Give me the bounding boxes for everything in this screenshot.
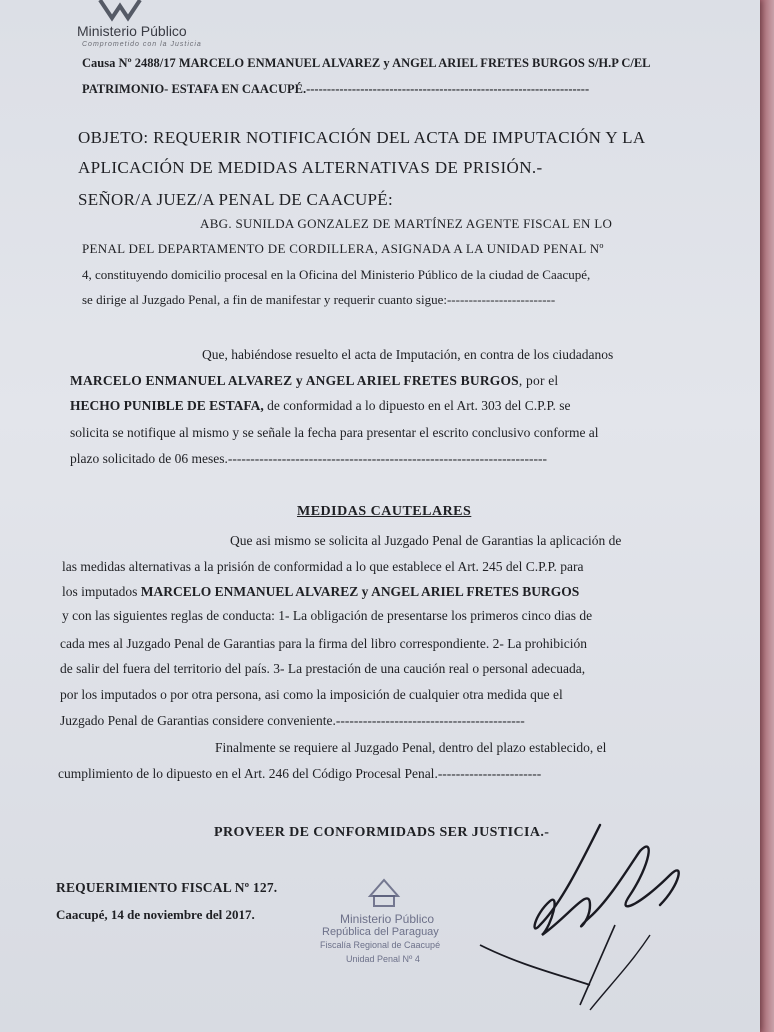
medidas-line-8: Juzgado Penal de Garantias considere conveniente.------------------------------------------ (60, 713, 525, 728)
ministerio-logo-icon (96, 0, 144, 22)
para2-line-4: solicita se notifique al mismo y se señale la fecha para presentar el escrito conclusivo conforme al (70, 425, 599, 440)
medidas-line-3 (62, 584, 579, 600)
stamp-line-4: Unidad Penal Nº 4 (346, 954, 420, 964)
medidas-names-bold: MARCELO ENMANUEL ALVAREZ y ANGEL ARIEL FRETES BURGOS (140, 584, 580, 599)
handwritten-signature (440, 805, 700, 1015)
requerimiento-number: REQUERIMIENTO FISCAL Nº 127. (56, 880, 278, 895)
medidas-line-3-pre: los imputados (62, 584, 141, 599)
medidas-line-6: de salir del fuera del territorio del país. 3- La prestación de una caución real o personal adecuada, (60, 661, 586, 676)
document-date: Caacupé, 14 de noviembre del 2017. (56, 907, 255, 922)
medidas-heading: MEDIDAS CAUTELARES (297, 504, 472, 519)
final-line-1: Finalmente se requiere al Juzgado Penal, dentro del plazo establecido, el (215, 740, 607, 755)
medidas-line-1: Que asi mismo se solicita al Juzgado Penal de Garantias la aplicación de (230, 533, 622, 548)
causa-line-1: Causa Nº 2488/17 MARCELO ENMANUEL ALVAREZ y ANGEL ARIEL FRETES BURGOS S/H.P C/EL (82, 56, 651, 70)
org-tagline: Comprometido con la Justicia (82, 41, 202, 48)
intro-line-4: se dirige al Juzgado Penal, a fin de manifestar y requerir cuanto sigue:------------------------- (82, 292, 556, 307)
para2-line-1: Que, habiéndose resuelto el acta de Imputación, en contra de los ciudadanos (202, 347, 614, 362)
para2-names-bold: MARCELO ENMANUEL ALVAREZ y ANGEL ARIEL FRETES BURGOS (70, 373, 519, 388)
final-line-2: cumplimiento de lo dipuesto en el Art. 246 del Código Procesal Penal.----------------------- (58, 766, 542, 781)
para2-line-5: plazo solicitado de 06 meses.----------------------------------------------------------------------- (70, 451, 548, 466)
para2-line-2-names (70, 373, 558, 389)
medidas-line-4: y con las siguientes reglas de conducta: 1- La obligación de presentarse los primeros cinco dias de (62, 608, 593, 623)
org-name: Ministerio Público (77, 23, 187, 39)
proveer-closing: PROVEER DE CONFORMIDADS SER JUSTICIA.- (214, 825, 550, 840)
stamp-seal-icon (366, 876, 402, 910)
para2-line-2-rest: , por el (518, 373, 559, 388)
objeto-line-1: OBJETO: REQUERIR NOTIFICACIÓN DEL ACTA DE IMPUTACIÓN Y LA (78, 128, 646, 147)
medidas-line-2: las medidas alternativas a la prisión de conformidad a lo que establece el Art. 245 del C.P.P. para (62, 559, 584, 574)
medidas-line-7: por los imputados o por otra persona, asi como la imposición de cualquier otra medida que el (60, 687, 563, 702)
para2-line-3-rest: de conformidad a lo dipuesto en el Art. 303 del C.P.P. se (263, 398, 571, 413)
intro-line-3: 4, constituyendo domicilio procesal en la Oficina del Ministerio Público de la ciudad de Caacupé, (82, 267, 591, 282)
addressee: SEÑOR/A JUEZ/A PENAL DE CAACUPÉ: (78, 190, 393, 209)
objeto-line-2: APLICACIÓN DE MEDIDAS ALTERNATIVAS DE PRISIÓN.- (78, 158, 543, 177)
para2-hecho-bold: HECHO PUNIBLE DE ESTAFA, (70, 398, 264, 413)
intro-line-1: ABG. SUNILDA GONZALEZ DE MARTÍNEZ AGENTE FISCAL EN LO (200, 216, 613, 231)
causa-line-2: PATRIMONIO- ESTAFA EN CAACUPÉ.-------------------------------------------------------------------- (82, 82, 590, 96)
stamp-line-1: Ministerio Público (340, 912, 435, 926)
medidas-line-5: cada mes al Juzgado Penal de Garantias para la firma del libro correspondiente. 2- La prohibición (60, 636, 588, 651)
stamp-line-2: República del Paraguay (322, 926, 439, 938)
intro-line-2: PENAL DEL DEPARTAMENTO DE CORDILLERA, ASIGNADA A LA UNIDAD PENAL Nº (82, 241, 604, 256)
para2-line-3 (70, 398, 571, 414)
stamp-line-3: Fiscalía Regional de Caacupé (320, 940, 441, 950)
